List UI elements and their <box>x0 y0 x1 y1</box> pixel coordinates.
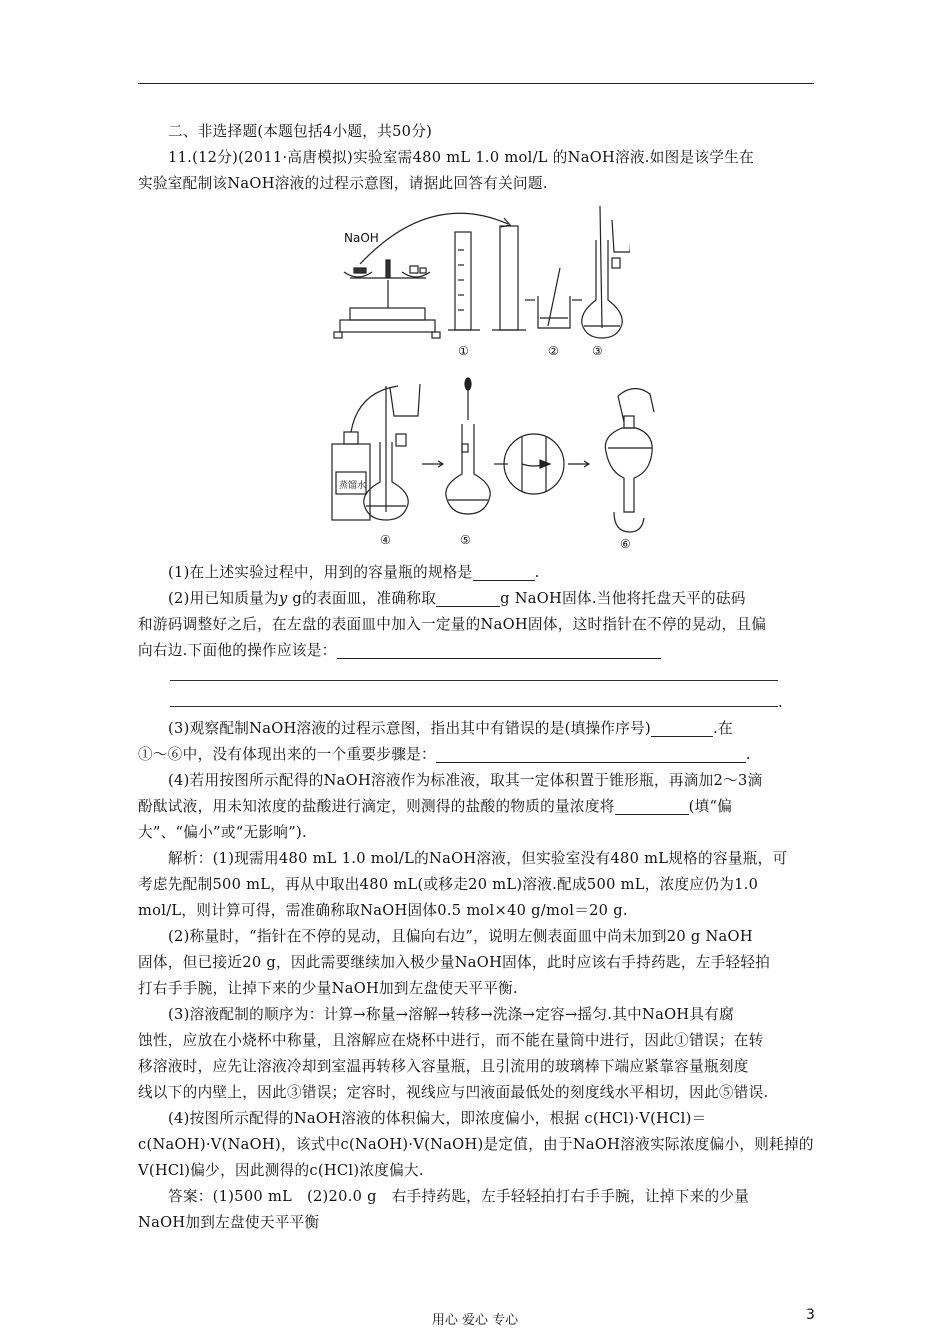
sub2-text-3: 向右边.下面他的操作应该是： <box>138 642 337 659</box>
sub2-text-c: g NaOH固体.当他将托盘天平的砝码 <box>500 590 746 607</box>
sub4-line1: (4)若用按图所示配得的NaOH溶液作为标准液，取其一定体积置于锥形瓶，再滴加2～3滴 <box>168 772 763 789</box>
sub2-text-b: g的表面皿，准确称取 <box>287 590 437 607</box>
top-rule <box>138 83 814 84</box>
sub2-blank[interactable] <box>436 590 500 607</box>
q11-stem-line1: 11.(12分)(2011·高唐模拟)实验室需480 mL 1.0 mol/L 的NaOH溶液.如图是该学生在 <box>168 149 754 166</box>
analysis3-line2: 蚀性，应放在小烧杯中称量，且溶解应在烧杯中进行，而不能在量筒中进行，因此①错误；在转 <box>138 1032 764 1049</box>
figure-row-2 <box>318 372 678 552</box>
sub4-blank[interactable] <box>615 798 689 815</box>
step-1-label: ① <box>458 344 469 358</box>
analysis4-line1: (4)按图所示配得的NaOH溶液的体积偏大，即浓度偏小，根据 c(HCl)·V(HCl)＝ <box>168 1110 707 1127</box>
sub2-text-a: (2)用已知质量为 <box>168 590 279 607</box>
sub3-text-2: ①～⑥中，没有体现出来的一个重要步骤是： <box>138 746 436 763</box>
beaker-icon <box>538 268 570 328</box>
sub1-end: . <box>534 564 540 581</box>
sub3-line2 <box>138 742 818 768</box>
analysis3-line1: (3)溶液配制的顺序为：计算→称量→溶解→转移→洗涤→定容→摇匀.其中NaOH具有腐 <box>168 1006 735 1023</box>
analysis2-line3: 打右手手腕，让掉下来的少量NaOH加到左盘使天平平衡. <box>138 980 518 997</box>
section-title: 二、非选择题(本题包括4小题，共50分) <box>168 123 433 140</box>
naoh-label: NaOH <box>344 231 379 245</box>
figure-row-1 <box>330 200 630 360</box>
sub2-line2: 和游码调整好之后，在左盘的表面皿中加入一定量的NaOH固体，这时指针在不停的晃动，且偏 <box>138 616 767 633</box>
balance-icon <box>334 260 440 338</box>
analysis4-line3: V(HCl)偏少，因此测得的c(HCl)浓度偏大. <box>138 1162 424 1179</box>
analysis1-line2: 考虑先配制500 mL，再从中取出480 mL(或移走20 mL)溶液.配成500 mL，浓度应仍为1.0 <box>138 876 759 893</box>
sub2-end: . <box>778 694 783 711</box>
step-4-label: ④ <box>380 533 391 547</box>
analysis3-line4: 线以下的内壁上，因此③错误；定容时，视线应与凹液面最低处的刻度线水平相切，因此⑤错误. <box>138 1084 769 1101</box>
sub3-text-a: (3)观察配制NaOH溶液的过程示意图，指出其中有错误的是(填操作序号) <box>168 720 652 737</box>
sub2-answer-blank[interactable] <box>337 642 661 659</box>
analysis1-line3: mol/L，则计算可得，需准确称取NaOH固体0.5 mol×40 g/mol＝20 g. <box>138 902 628 919</box>
analysis3-line3: 移溶液时，应先让溶液冷却到室温再转移入容量瓶，且引流用的玻璃棒下端应紧靠容量瓶刻度 <box>138 1058 749 1075</box>
volumetric-flask-icon <box>364 384 420 520</box>
sub2-line3 <box>138 638 818 664</box>
answer-line1: 答案：(1)500 mL (2)20.0 g 右手持药匙，左手轻轻拍打右手手腕，让掉下来的少量 <box>168 1188 750 1205</box>
analysis2-line2: 固体，但已接近20 g，因此需要继续加入极少量NaOH固体，此时应该右手持药匙，左手轻轻拍 <box>138 954 771 971</box>
analysis1-line1: 解析：(1)现需用480 mL 1.0 mol/L的NaOH溶液，但实验室没有480 mL规格的容量瓶，可 <box>168 850 788 867</box>
sub4-line3: 大”、“偏小”或“无影响”). <box>138 824 307 841</box>
graduated-cylinder-icon <box>448 226 526 330</box>
sub2-line1 <box>138 586 848 612</box>
sub4-text-b: (填“偏 <box>688 798 733 815</box>
volumetric-flask-icon <box>582 206 630 338</box>
answer-line2: NaOH加到左盘使天平平衡 <box>138 1214 320 1231</box>
step-6-label: ⑥ <box>620 537 631 551</box>
distilled-water-bottle-icon <box>332 386 398 520</box>
sub3-blank[interactable] <box>651 720 713 737</box>
sub2-answer-line-2[interactable] <box>170 680 778 681</box>
sub3-text-b: .在 <box>713 720 733 737</box>
page-footer: 用心 爱心 专心 <box>431 1313 519 1328</box>
sub2-var-y: y <box>278 590 288 607</box>
sub3-line1 <box>138 716 848 742</box>
shaking-flask-icon <box>605 388 654 532</box>
page-number: 3 <box>806 1307 815 1323</box>
sub1-blank[interactable] <box>473 564 535 581</box>
step-3-label: ③ <box>592 344 603 358</box>
sub1-line <box>138 560 848 586</box>
q11-stem-line2: 实验室配制该NaOH溶液的过程示意图，请据此回答有关问题. <box>138 175 548 192</box>
sub4-text-a: 酚酞试液，用未知浓度的盐酸进行滴定，则测得的盐酸的物质的量浓度将 <box>138 798 615 815</box>
magnified-view-icon <box>504 434 564 494</box>
transfer-curve <box>360 213 508 264</box>
step-2-label: ② <box>548 344 559 358</box>
sub4-line2 <box>138 794 818 820</box>
sub3-end: . <box>745 746 751 763</box>
analysis4-line2: c(NaOH)·V(NaOH)，该式中c(NaOH)·V(NaOH)是定值，由于NaOH溶液实际浓度偏小，则耗掉的 <box>138 1136 814 1153</box>
distilled-water-label: 蒸馏水 <box>339 481 367 491</box>
sub2-answer-line-3[interactable] <box>170 706 778 707</box>
sub3-step-blank[interactable] <box>436 746 746 763</box>
analysis2-line1: (2)称量时，“指针在不停的晃动，且偏向右边”，说明左侧表面皿中尚未加到20 g NaOH <box>168 928 753 945</box>
sub1-text: (1)在上述实验过程中，用到的容量瓶的规格是 <box>168 564 473 581</box>
step-5-label: ⑤ <box>460 533 471 547</box>
volumetric-flask-dropper-icon <box>446 378 490 514</box>
